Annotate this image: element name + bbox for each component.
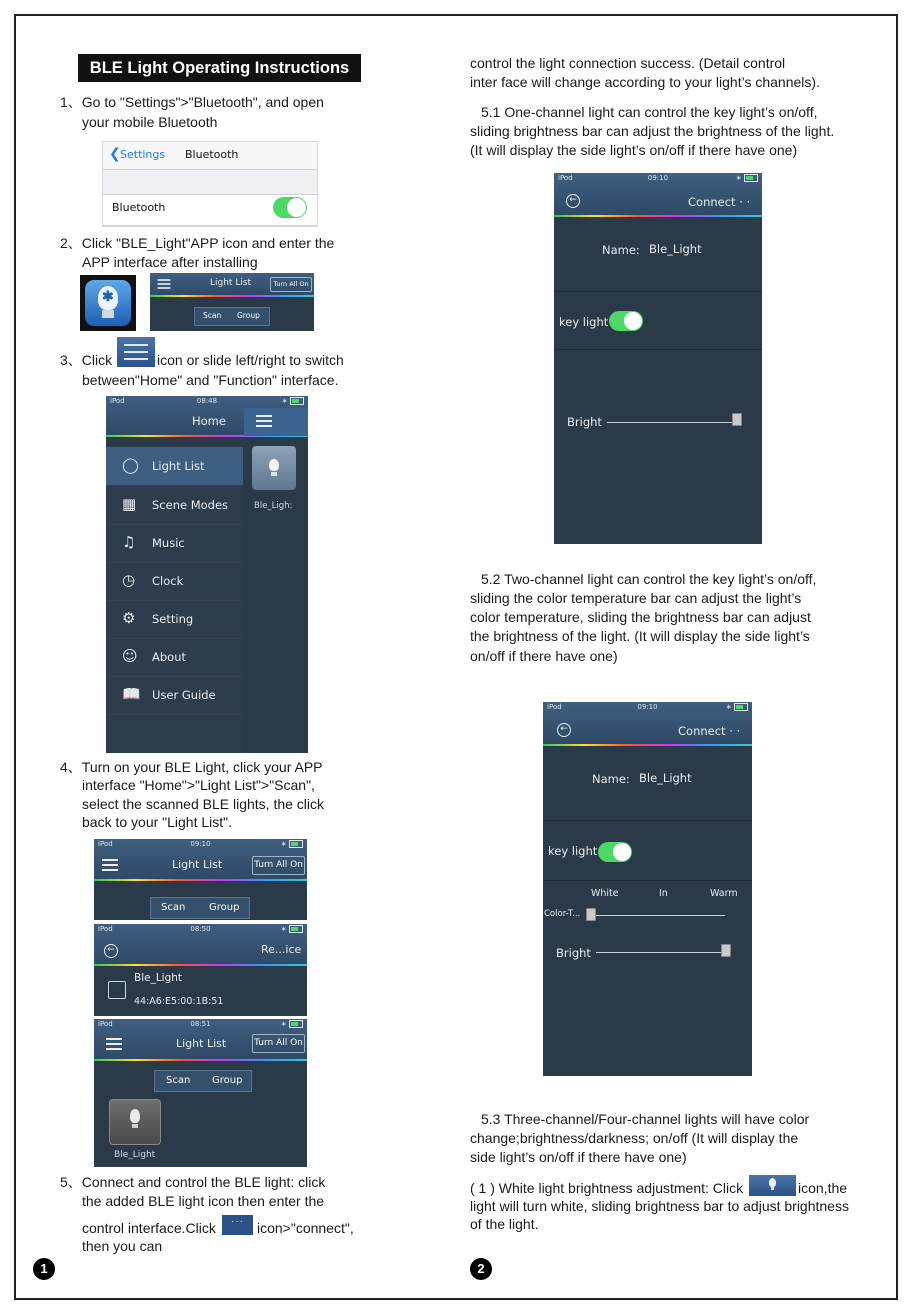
two-channel-control-screen bbox=[543, 702, 752, 1076]
group-tab[interactable]: Group bbox=[209, 902, 240, 913]
bluetooth-bulb-icon[interactable]: ✱ bbox=[85, 280, 131, 326]
device-checkbox[interactable] bbox=[108, 981, 126, 999]
list-menu-icon[interactable] bbox=[158, 279, 171, 289]
key-light-toggle[interactable] bbox=[609, 311, 643, 331]
scan-group-tabs bbox=[154, 1070, 252, 1092]
device-mac: 44:A6:E5:00:1B:51 bbox=[134, 996, 224, 1007]
step3-text-post: icon or slide left/right to switch bbox=[157, 352, 344, 368]
scan-group-tabs bbox=[194, 307, 270, 326]
color-temperature-knob[interactable] bbox=[586, 908, 596, 921]
light-list-screen-1 bbox=[94, 839, 307, 920]
connect-menu[interactable]: Connect · · bbox=[678, 724, 741, 738]
back-icon[interactable]: ← bbox=[557, 723, 571, 737]
settings-back-link[interactable]: Settings bbox=[120, 148, 166, 161]
menu-item-label: Light List bbox=[152, 459, 205, 473]
one-channel-control-screen bbox=[554, 173, 762, 544]
carrier-label: iPod bbox=[547, 703, 562, 711]
device-name: Ble_Light bbox=[134, 972, 183, 984]
back-icon[interactable]: ← bbox=[566, 194, 580, 208]
step5-text-4: then you can bbox=[82, 1238, 163, 1254]
light-tile[interactable] bbox=[252, 446, 296, 490]
menu-toggle-button[interactable] bbox=[244, 408, 308, 436]
name-value: Ble_Light bbox=[639, 771, 692, 785]
bluetooth-row-label: Bluetooth bbox=[112, 201, 166, 214]
turn-all-on-button[interactable]: Turn All On bbox=[252, 1034, 305, 1053]
step2-text-2: APP interface after installing bbox=[82, 254, 258, 270]
brightness-slider[interactable] bbox=[607, 422, 737, 423]
list-menu-icon bbox=[256, 415, 272, 427]
home-menu-screenshot bbox=[106, 396, 308, 753]
light-tile-label: Ble_Ligh: bbox=[254, 501, 293, 511]
turn-all-on-button[interactable]: Turn All On bbox=[270, 277, 312, 292]
bulb-outline-icon: ◯ bbox=[122, 456, 139, 474]
section-5-2-text-2: sliding the color temperature bar can adjust the light’s bbox=[470, 590, 802, 606]
menu-item-user-guide[interactable] bbox=[106, 676, 243, 715]
carrier-label: iPod bbox=[98, 1020, 113, 1028]
white-light-text-pre: ( 1 ) White light brightness adjustment: Click bbox=[470, 1180, 744, 1196]
carrier-label: iPod bbox=[558, 174, 573, 182]
list-menu-icon[interactable] bbox=[102, 859, 118, 871]
menu-item-label: Scene Modes bbox=[152, 498, 229, 512]
key-light-toggle[interactable] bbox=[598, 842, 632, 862]
battery-icon: ∗ bbox=[281, 925, 303, 933]
white-label: White bbox=[591, 888, 619, 899]
warm-label: Warm bbox=[710, 888, 738, 899]
battery-icon: ∗ bbox=[726, 703, 748, 711]
white-light-text-post: icon,the bbox=[798, 1180, 848, 1196]
bluetooth-toggle[interactable] bbox=[273, 197, 307, 218]
step4-text: 4、Turn on your BLE Light, click your APP bbox=[60, 759, 323, 775]
brightness-slider[interactable] bbox=[596, 952, 726, 953]
battery-icon: ∗ bbox=[736, 174, 758, 182]
bright-label: Bright bbox=[567, 415, 602, 429]
section-5-2-text-5: on/off if there have one) bbox=[470, 648, 618, 664]
step3-text-pre: 3、Click bbox=[60, 352, 113, 368]
name-label: Name: bbox=[592, 772, 630, 786]
scan-tab[interactable]: Scan bbox=[161, 902, 186, 913]
app-icon-frame bbox=[80, 275, 136, 331]
book-icon: 📖 bbox=[122, 685, 141, 703]
step3-text-2: between"Home" and "Function" interface. bbox=[82, 372, 339, 388]
menu-item-music[interactable] bbox=[106, 524, 243, 563]
alarm-clock-icon: ◷ bbox=[122, 571, 136, 589]
scan-tab[interactable]: Scan bbox=[166, 1075, 191, 1086]
device-scan-screen bbox=[94, 924, 307, 1016]
status-time: 09:10 bbox=[190, 840, 211, 848]
step5-text-3-post: icon>"connect", bbox=[257, 1220, 354, 1236]
section-5-3-text-3: side light’s on/off if there have one) bbox=[470, 1149, 687, 1165]
name-label: Name: bbox=[602, 243, 640, 257]
app-light-list-preview bbox=[150, 273, 314, 331]
light-list-title: Light List bbox=[176, 1037, 227, 1050]
back-chevron-icon[interactable]: ❮ bbox=[109, 146, 121, 162]
section-5-3-text-2: change;brightness/darkness; on/off (It will display the bbox=[470, 1130, 799, 1146]
section-5-2-text-4: the brightness of the light. (It will display the side light’s bbox=[470, 628, 810, 644]
scan-title: Re...ice bbox=[261, 943, 302, 956]
turn-all-on-button[interactable]: Turn All On bbox=[252, 856, 305, 875]
color-temp-label: Color-T... bbox=[544, 909, 581, 919]
status-time: 08:51 bbox=[190, 1020, 211, 1028]
back-icon[interactable]: ← bbox=[104, 944, 118, 958]
step4-text-4: back to your "Light List". bbox=[82, 814, 233, 830]
white-light-text-3: of the light. bbox=[470, 1216, 539, 1232]
list-menu-icon[interactable] bbox=[106, 1038, 122, 1050]
white-light-text-2: light will turn white, sliding brightness bar to adjust brightness bbox=[470, 1198, 849, 1214]
connect-menu[interactable]: Connect · · bbox=[688, 195, 751, 209]
section-5-2-text-3: color temperature, sliding the brightness bar can adjust bbox=[470, 609, 811, 625]
step2-text: 2、Click "BLE_Light"APP icon and enter the bbox=[60, 235, 335, 251]
scan-group-tabs bbox=[150, 897, 250, 919]
menu-item-scene-modes[interactable] bbox=[106, 486, 243, 525]
carrier-label: iPod bbox=[98, 925, 113, 933]
scan-tab[interactable]: Scan bbox=[203, 311, 222, 320]
music-list-icon: ♫ bbox=[122, 533, 136, 551]
menu-item-setting[interactable] bbox=[106, 600, 243, 639]
light-list-screen-2 bbox=[94, 1019, 307, 1167]
status-time: 08:50 bbox=[190, 925, 211, 933]
bluetooth-nav-title: Bluetooth bbox=[185, 148, 239, 161]
continued-text-2: inter face will change according to your light’s channels). bbox=[470, 74, 820, 90]
step5-text-2: the added BLE light icon then enter the bbox=[82, 1193, 325, 1209]
step4-text-3: select the scanned BLE lights, the click bbox=[82, 796, 325, 812]
carrier-label: iPod bbox=[110, 397, 125, 405]
step5-text-3-pre: control interface.Click bbox=[82, 1220, 216, 1236]
in-label: In bbox=[659, 888, 668, 899]
grid-icon: ▦ bbox=[122, 495, 137, 513]
section-5-1-text: 5.1 One-channel light can control the key light’s on/off, bbox=[481, 104, 818, 120]
color-temperature-slider[interactable] bbox=[591, 915, 725, 916]
battery-icon: ∗ bbox=[281, 840, 303, 848]
status-time: 09:10 bbox=[637, 703, 658, 711]
key-light-label: key light bbox=[548, 844, 598, 858]
battery-icon: ∗ bbox=[282, 397, 304, 405]
carrier-label: iPod bbox=[98, 840, 113, 848]
bulb-icon bbox=[749, 1175, 796, 1196]
menu-item-about[interactable] bbox=[106, 638, 243, 677]
page-title: BLE Light Operating Instructions bbox=[78, 54, 361, 82]
person-list-icon: ☺ bbox=[122, 647, 138, 665]
section-5-2-text: 5.2 Two-channel light can control the key light’s on/off, bbox=[481, 571, 817, 587]
menu-item-light-list[interactable] bbox=[106, 447, 243, 486]
menu-item-label: User Guide bbox=[152, 688, 216, 702]
name-value: Ble_Light bbox=[649, 242, 702, 256]
light-tile[interactable] bbox=[109, 1099, 161, 1145]
bright-label: Bright bbox=[556, 946, 591, 960]
list-menu-icon bbox=[117, 337, 155, 367]
group-tab[interactable]: Group bbox=[237, 311, 260, 320]
brightness-knob[interactable] bbox=[732, 413, 742, 426]
group-tab[interactable]: Group bbox=[212, 1075, 243, 1086]
menu-item-label: Clock bbox=[152, 574, 184, 588]
brightness-knob[interactable] bbox=[721, 944, 731, 957]
continued-text: control the light connection success. (Detail control bbox=[470, 55, 786, 71]
gear-icon: ⚙ bbox=[122, 609, 136, 627]
step4-text-2: interface "Home">"Light List">"Scan", bbox=[82, 777, 315, 793]
light-list-title: Light List bbox=[210, 278, 252, 288]
page-number-1: 1 bbox=[33, 1258, 55, 1280]
step5-text: 5、Connect and control the BLE light: click bbox=[60, 1174, 326, 1190]
bluetooth-settings-screenshot bbox=[102, 141, 318, 227]
light-tile-label: Ble_Light bbox=[114, 1150, 156, 1160]
section-5-1-text-3: (It will display the side light’s on/off if there have one) bbox=[470, 142, 798, 158]
status-time: 08:48 bbox=[196, 397, 218, 405]
step1-text-2: your mobile Bluetooth bbox=[82, 114, 218, 130]
section-5-1-text-2: sliding brightness bar can adjust the brightness of the light. bbox=[470, 123, 835, 139]
menu-item-label: About bbox=[152, 650, 187, 664]
step1-text: 1、Go to "Settings">"Bluetooth", and open bbox=[60, 94, 324, 110]
menu-item-label: Setting bbox=[152, 612, 194, 626]
page-number-2: 2 bbox=[470, 1258, 492, 1280]
home-title: Home bbox=[192, 414, 226, 428]
light-list-title: Light List bbox=[172, 858, 223, 871]
key-light-label: key light bbox=[559, 315, 609, 329]
status-time: 09:10 bbox=[647, 174, 669, 182]
menu-item-label: Music bbox=[152, 536, 185, 550]
dots-icon: ··· bbox=[222, 1215, 253, 1235]
section-5-3-text: 5.3 Three-channel/Four-channel lights will have color bbox=[481, 1111, 810, 1127]
menu-item-clock[interactable] bbox=[106, 562, 243, 601]
bulb-icon bbox=[130, 1109, 140, 1123]
battery-icon: ∗ bbox=[281, 1020, 303, 1028]
